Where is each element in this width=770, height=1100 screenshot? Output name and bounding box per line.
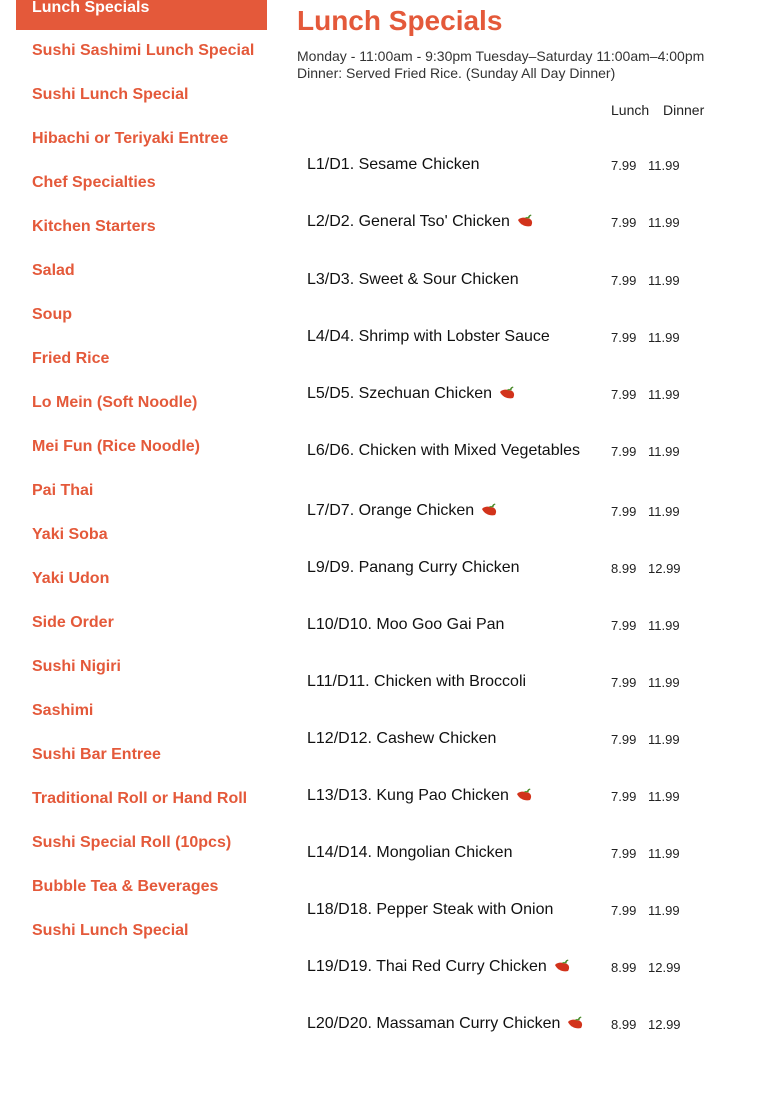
sidebar-active-label: Lunch Specials (32, 0, 150, 16)
menu-item-name (307, 155, 585, 175)
sidebar-item[interactable]: Pai Thai (32, 482, 94, 499)
lunch-price: 7.99 (611, 158, 637, 173)
menu-item-prices (611, 444, 680, 459)
lunch-price: 7.99 (611, 330, 637, 345)
menu-item-prices (611, 903, 680, 918)
lunch-price: 7.99 (611, 675, 637, 690)
dinner-price: 12.99 (648, 1017, 681, 1032)
menu-item-name (307, 270, 585, 290)
sidebar-item[interactable]: Sushi Sashimi Lunch Special (32, 42, 255, 59)
menu-item-prices (611, 561, 681, 576)
sidebar-item[interactable]: Chef Specialties (32, 174, 156, 191)
menu-item-prices (611, 1017, 681, 1032)
lunch-price: 7.99 (611, 846, 637, 861)
menu-item-name (307, 441, 585, 461)
sidebar-item[interactable]: Kitchen Starters (32, 218, 156, 235)
lunch-price: 7.99 (611, 444, 637, 459)
sidebar-item[interactable]: Soup (32, 306, 72, 323)
dinner-price: 11.99 (648, 273, 680, 288)
dinner-price: 12.99 (648, 960, 681, 975)
dinner-column-header: Dinner (663, 102, 705, 118)
dinner-price: 11.99 (648, 732, 680, 747)
lunch-price: 7.99 (611, 903, 637, 918)
menu-item-name-text: L7/D7. Orange Chicken (307, 502, 475, 519)
chili-pepper-icon (553, 959, 571, 973)
menu-item-prices (611, 330, 680, 345)
sidebar-item[interactable]: Lo Mein (Soft Noodle) (32, 394, 198, 411)
menu-item-name (307, 729, 585, 749)
menu-item-name (307, 558, 585, 578)
menu-item-name-text: L4/D4. Shrimp with Lobster Sauce (307, 328, 550, 345)
menu-item-name (307, 786, 585, 806)
sidebar-item[interactable]: Sushi Special Roll (10pcs) (32, 834, 232, 851)
menu-item-name-text: L10/D10. Moo Goo Gai Pan (307, 616, 505, 633)
lunch-price: 8.99 (611, 960, 637, 975)
sidebar-item[interactable]: Mei Fun (Rice Noodle) (32, 438, 200, 455)
dinner-price: 11.99 (648, 618, 680, 633)
price-column-headers (611, 102, 704, 118)
sidebar-item[interactable]: Hibachi or Teriyaki Entree (32, 130, 229, 147)
menu-item-name-text: L18/D18. Pepper Steak with Onion (307, 901, 554, 918)
lunch-price: 7.99 (611, 504, 637, 519)
menu-item-name (307, 672, 585, 692)
menu-item-prices (611, 387, 680, 402)
menu-item-name-text: L12/D12. Cashew Chicken (307, 730, 497, 747)
hours-line-2: Dinner: Served Fried Rice. (Sunday All Day Dinner) (297, 65, 616, 81)
sidebar-item-active[interactable] (16, 0, 267, 30)
lunch-price: 8.99 (611, 561, 637, 576)
sidebar-item[interactable]: Bubble Tea & Beverages (32, 878, 219, 895)
sidebar-item[interactable]: Yaki Soba (32, 526, 108, 543)
lunch-column-header: Lunch (611, 102, 650, 118)
dinner-price: 11.99 (648, 158, 680, 173)
lunch-price: 7.99 (611, 273, 637, 288)
menu-item-prices (611, 618, 680, 633)
sidebar-item[interactable]: Side Order (32, 614, 114, 631)
menu-item-name-text: L20/D20. Massaman Curry Chicken (307, 1015, 561, 1032)
sidebar-list (16, 42, 267, 966)
menu-item-prices (611, 960, 681, 975)
menu-item-name (307, 212, 585, 232)
menu-item-prices (611, 215, 680, 230)
dinner-price: 11.99 (648, 215, 680, 230)
chili-pepper-icon (566, 1016, 584, 1030)
sidebar-item[interactable]: Traditional Roll or Hand Roll (32, 790, 248, 807)
menu-item-name-text: L11/D11. Chicken with Broccoli (307, 673, 527, 690)
hours-text (297, 48, 757, 82)
chili-pepper-icon (515, 788, 533, 802)
menu-item-prices (611, 846, 680, 861)
menu-item-name (307, 843, 585, 863)
menu-item-name (307, 327, 585, 347)
menu-item-name-text: L3/D3. Sweet & Sour Chicken (307, 271, 519, 288)
menu-item-name-text: L6/D6. Chicken with Mixed Vegetables (307, 442, 581, 459)
lunch-price: 8.99 (611, 1017, 637, 1032)
menu-item-name (307, 900, 585, 920)
menu-item-name-text: L9/D9. Panang Curry Chicken (307, 559, 520, 576)
sidebar-item[interactable]: Fried Rice (32, 350, 110, 367)
lunch-price: 7.99 (611, 618, 637, 633)
hours-line-1: Monday - 11:00am - 9:30pm Tuesday–Saturday 11:00am–4:00pm (297, 48, 705, 64)
dinner-price: 11.99 (648, 789, 680, 804)
menu-item-name (307, 1014, 585, 1034)
menu-item-name-text: L13/D13. Kung Pao Chicken (307, 787, 509, 804)
dinner-price: 11.99 (648, 846, 680, 861)
dinner-price: 11.99 (648, 675, 680, 690)
sidebar-item[interactable]: Salad (32, 262, 75, 279)
menu-item-name-text: L19/D19. Thai Red Curry Chicken (307, 958, 547, 975)
chili-pepper-icon (516, 214, 534, 228)
sidebar-item[interactable]: Yaki Udon (32, 570, 110, 587)
page-title: Lunch Specials (297, 5, 503, 36)
dinner-price: 11.99 (648, 330, 680, 345)
dinner-price: 11.99 (648, 504, 680, 519)
sidebar-item[interactable]: Sashimi (32, 702, 94, 719)
menu-item-prices (611, 273, 680, 288)
sidebar-item[interactable]: Sushi Lunch Special (32, 922, 189, 939)
dinner-price: 11.99 (648, 903, 680, 918)
lunch-price: 7.99 (611, 387, 637, 402)
lunch-price: 7.99 (611, 732, 637, 747)
category-sidebar (16, 0, 267, 966)
dinner-price: 11.99 (648, 387, 680, 402)
menu-item-prices (611, 789, 680, 804)
menu-item-prices (611, 675, 680, 690)
menu-item-prices (611, 504, 680, 519)
menu-item-name-text: L5/D5. Szechuan Chicken (307, 385, 492, 402)
dinner-price: 11.99 (648, 444, 680, 459)
menu-item-prices (611, 158, 680, 173)
menu-item-name (307, 957, 585, 977)
menu-item-name (307, 501, 585, 521)
chili-pepper-icon (498, 386, 516, 400)
menu-item-name-text: L1/D1. Sesame Chicken (307, 156, 480, 173)
chili-pepper-icon (480, 503, 498, 517)
sidebar-item[interactable]: Sushi Nigiri (32, 658, 121, 675)
sidebar-item[interactable]: Sushi Lunch Special (32, 86, 189, 103)
lunch-price: 7.99 (611, 789, 637, 804)
menu-item-name-text: L14/D14. Mongolian Chicken (307, 844, 513, 861)
sidebar-item[interactable]: Sushi Bar Entree (32, 746, 161, 763)
menu-item-name (307, 615, 585, 635)
menu-item-name (307, 384, 585, 404)
dinner-price: 12.99 (648, 561, 681, 576)
menu-item-name-text: L2/D2. General Tso' Chicken (307, 213, 510, 230)
menu-item-prices (611, 732, 680, 747)
lunch-price: 7.99 (611, 215, 637, 230)
